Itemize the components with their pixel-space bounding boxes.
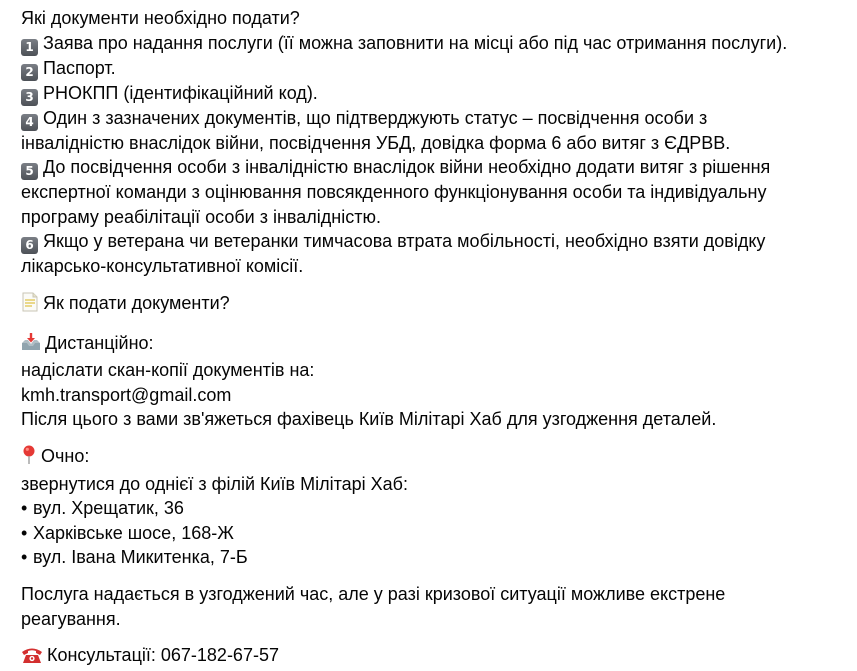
note-text: реагування. (21, 608, 121, 629)
list-item-text: Один з зазначених документів, що підтверджують статус – посвідчення особи з (43, 107, 708, 128)
list-item-text: інвалідністю внаслідок війни, посвідчення УБД, довідка форма 6 або витяг з ЄДРВВ. (21, 132, 731, 153)
in-person-intro: звернутися до однієї з філій Київ Мілітарі Хаб: (21, 473, 408, 494)
list-item-text: експертної команди з оцінювання повсякденного функціонування особи та індивідуальну (21, 182, 767, 203)
list-item-text: Заява про надання послуги (її можна заповнити на місці або під час отримання послуги). (43, 32, 788, 53)
consultation-phone[interactable]: Консультації: 067-182-67-57 (47, 645, 279, 666)
in-person-heading: Очно: (41, 445, 90, 466)
post-content (21, 6, 851, 671)
bullet-icon: • (21, 498, 28, 519)
list-item (21, 106, 851, 156)
keycap-4-icon: 4 (21, 114, 38, 131)
list-item-text: програму реабілітації особи з інвалідністю. (21, 206, 381, 227)
list-item-text: РНОКПП (ідентифікаційний код). (43, 82, 318, 103)
bullet-icon: • (21, 522, 28, 543)
remote-heading: Дистанційно: (45, 332, 154, 353)
inbox-tray-icon (21, 332, 41, 359)
list-item (21, 31, 851, 56)
list-item (21, 56, 851, 81)
list-item (21, 229, 851, 279)
email-link[interactable]: kmh.transport@gmail.com (21, 384, 232, 405)
address-item: • вул. Івана Микитенка, 7-Б (21, 545, 851, 570)
keycap-6-icon: 6 (21, 237, 38, 254)
list-item-text: Якщо у ветерана чи ветеранки тимчасова втрата мобільності, необхідно взяти довідку (43, 231, 766, 252)
address-item: • вул. Хрещатик, 36 (21, 496, 851, 521)
list-item (21, 81, 851, 106)
telephone-icon (21, 646, 43, 671)
how-to-submit-text: Як подати документи? (43, 292, 230, 313)
remote-instruction: надіслати скан-копії документів на: (21, 360, 315, 381)
round-pushpin-icon (21, 445, 37, 472)
remote-section (21, 331, 851, 432)
page-icon (21, 292, 39, 319)
note-text: Послуга надається в узгоджений час, але у разі кризової ситуації можливе екстрене (21, 583, 726, 604)
keycap-1-icon: 1 (21, 39, 38, 56)
bullet-icon: • (21, 547, 28, 568)
list-item (21, 155, 851, 229)
list-item-text: До посвідчення особи з інвалідністю внаслідок війни необхідно додати витяг з рішення (43, 157, 771, 178)
keycap-5-icon: 5 (21, 163, 38, 180)
address-item: • Харківське шосе, 168-Ж (21, 521, 851, 546)
note-section (21, 582, 851, 631)
keycap-3-icon: 3 (21, 89, 38, 106)
documents-list (21, 31, 851, 279)
list-item-text: Паспорт. (43, 57, 116, 78)
documents-heading: Які документи необхідно подати? (21, 8, 300, 28)
in-person-section (21, 444, 851, 570)
how-to-submit-heading (21, 291, 851, 319)
list-item-text: лікарсько-консультативної комісії. (21, 256, 304, 277)
keycap-2-icon: 2 (21, 64, 38, 81)
remote-followup: Після цього з вами зв'яжеться фахівець Київ Мілітарі Хаб для узгодження деталей. (21, 409, 717, 430)
consultation-line (21, 643, 851, 671)
